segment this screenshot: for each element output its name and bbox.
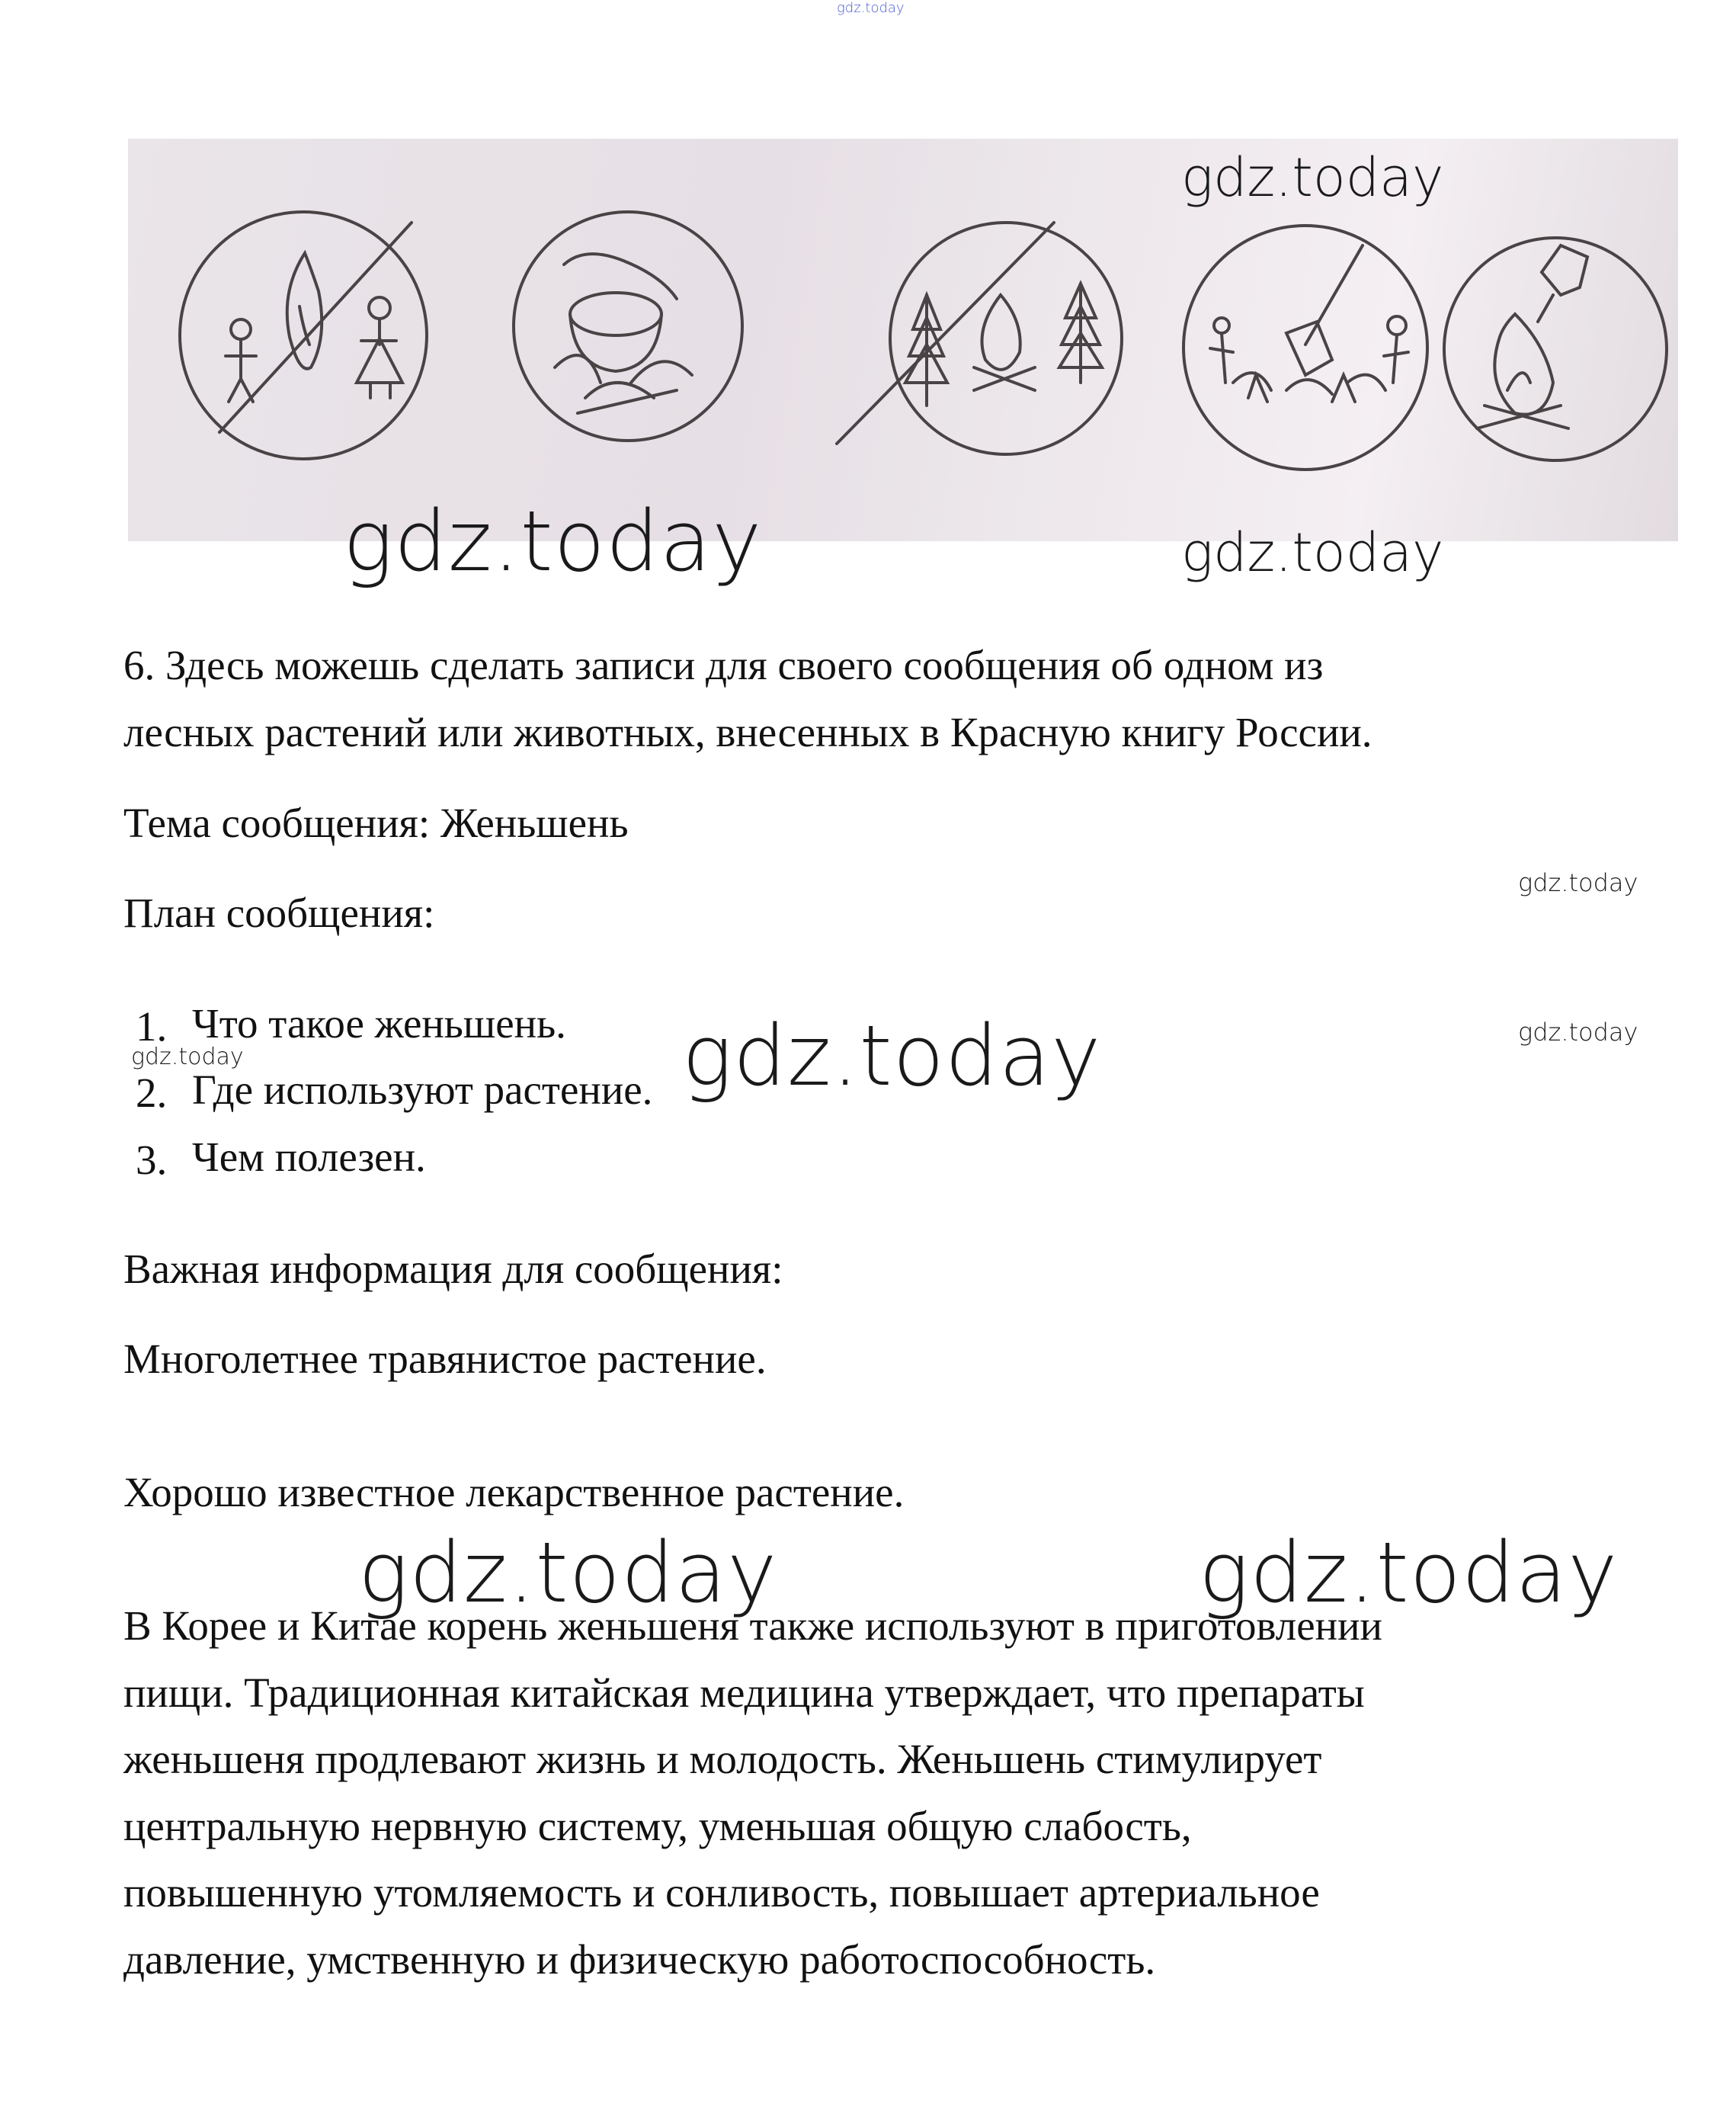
watermark-lower-right: gdz.today xyxy=(1199,1524,1619,1621)
watermark-left: gdz.today xyxy=(131,1044,244,1070)
paragraph-line: женьшеня продлевают жизнь и молодость. Женьшень стимулирует xyxy=(123,1736,1322,1782)
watermark-photo-3: gdz.today xyxy=(1181,521,1444,584)
info-line-2: Хорошо известное лекарственное растение. xyxy=(123,1469,905,1515)
paragraph-line: давление, умственную и физическую работоспособность. xyxy=(123,1936,1156,1983)
watermark-photo-2: gdz.today xyxy=(343,492,763,590)
paragraph-line: В Корее и Китае корень женьшеня также используют в приготовлении xyxy=(123,1602,1382,1649)
list-item-number: 1. xyxy=(136,1003,168,1050)
paragraph-line: пищи. Традиционная китайская медицина утверждает, что препараты xyxy=(123,1669,1365,1716)
watermark-lower-left: gdz.today xyxy=(358,1524,778,1621)
paragraph-line: центральную нервную систему, уменьшая общую слабость, xyxy=(123,1803,1192,1849)
list-item-text: Что такое женьшень. xyxy=(192,1000,566,1047)
plan-label: План сообщения: xyxy=(123,890,435,936)
task-line-1: 6. Здесь можешь сделать записи для своего сообщения об одном из xyxy=(123,642,1324,688)
signs-photo xyxy=(128,139,1678,541)
info-line-1: Многолетнее травянистое растение. xyxy=(123,1336,767,1382)
list-item-number: 2. xyxy=(136,1069,168,1116)
watermark-photo-1: gdz.today xyxy=(1181,146,1444,209)
topic-line: Тема сообщения: Женьшень xyxy=(123,800,629,846)
signs-drawing xyxy=(128,139,1678,541)
watermark-top: gdz.today xyxy=(837,0,905,16)
watermark-right-1: gdz.today xyxy=(1518,868,1638,897)
info-label: Важная информация для сообщения: xyxy=(123,1246,783,1292)
watermark-center: gdz.today xyxy=(682,1007,1102,1105)
paragraph-line: повышенную утомляемость и сонливость, повышает артериальное xyxy=(123,1869,1320,1916)
task-line-2: лесных растений или животных, внесенных в Красную книгу России. xyxy=(123,709,1372,755)
list-item-text: Чем полезен. xyxy=(192,1134,426,1180)
list-item-text: Где используют растение. xyxy=(192,1066,653,1113)
watermark-right-2: gdz.today xyxy=(1518,1018,1638,1047)
list-item-number: 3. xyxy=(136,1137,168,1183)
